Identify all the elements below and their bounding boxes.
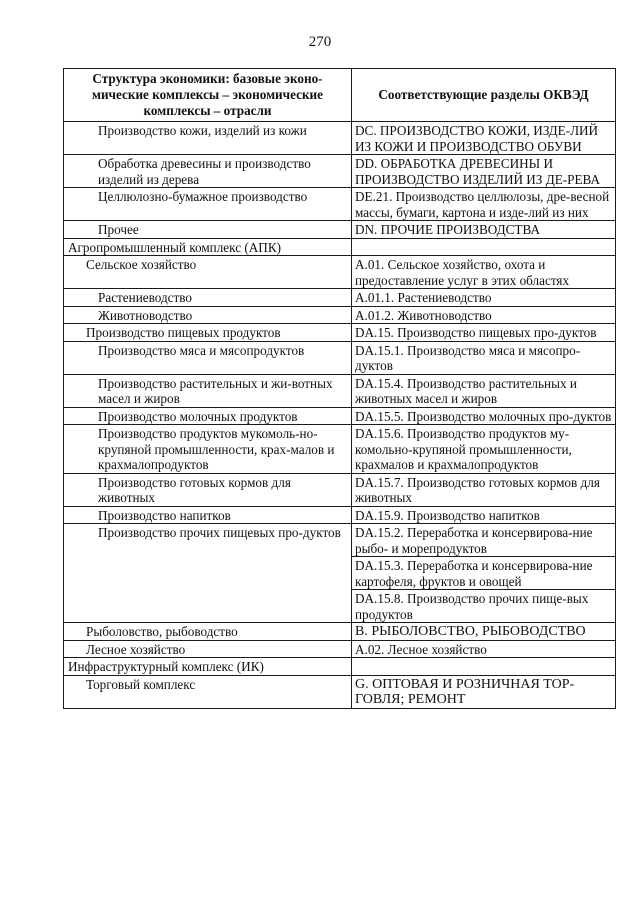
industry-name: Производство кожи, изделий из кожи [64,122,352,155]
sector-name: Торговый комплекс [64,675,352,708]
industry-name: Обработка древесины и производство изделий из дерева [64,155,352,188]
table-row [64,341,616,374]
table-row [64,425,616,474]
industry-name: Растениеводство [64,289,352,307]
okved-section: DC. ПРОИЗВОДСТВО КОЖИ, ИЗДЕ-ЛИЙ ИЗ КОЖИ И ПРОИЗВОДСТВО ОБУВИ [352,122,616,155]
okved-section [352,238,616,256]
industry-name: Производство молочных продуктов [64,407,352,425]
sector-name: Лесное хозяйство [64,640,352,658]
industry-name: Целлюлозно-бумажное производство [64,188,352,221]
industry-name: Производство продуктов мукомоль-но-крупяной промышленности, крах-малов и крахмалопродуктов [64,425,352,474]
table-row [64,155,616,188]
okved-section: А.01.1. Растениеводство [352,289,616,307]
complex-name: Агропромышленный комплекс (АПК) [64,238,352,256]
table-row-sector [64,640,616,658]
table-row-complex [64,658,616,676]
table-row-sector [64,623,616,641]
okved-section: А.01.2. Животноводство [352,306,616,324]
industry-name: Производство мяса и мясопродуктов [64,341,352,374]
header-okved-sections: Соответствующие разделы ОКВЭД [352,69,616,122]
okved-section: DA.15.4. Производство растительных и животных масел и жиров [352,374,616,407]
table-row-sector [64,675,616,708]
table-row [64,289,616,307]
okved-section: А.02. Лесное хозяйство [352,640,616,658]
okved-section: DA.15. Производство пищевых про-дуктов [352,324,616,342]
table-row [64,407,616,425]
complex-name: Инфраструктурный комплекс (ИК) [64,658,352,676]
table-row [64,306,616,324]
industry-name: Прочее [64,221,352,239]
okved-section: G. ОПТОВАЯ И РОЗНИЧНАЯ ТОР-ГОВЛЯ; РЕМОНТ [352,675,616,708]
table-row [64,473,616,506]
okved-section: DA.15.2. Переработка и консервирова-ние рыбо- и морепродуктов [352,524,616,557]
sector-name: Производство пищевых продуктов [64,324,352,342]
okved-section: DA.15.3. Переработка и консервирова-ние картофеля, фруктов и овощей [352,557,616,590]
okved-section: DA.15.1. Производство мяса и мясопро-дуктов [352,341,616,374]
table-row [64,188,616,221]
table-row [64,506,616,524]
okved-section: DA.15.5. Производство молочных про-дуктов [352,407,616,425]
industry-name: Животноводство [64,306,352,324]
okved-section: DE.21. Производство целлюлозы, дре-весной массы, бумаги, картона и изде-лий из них [352,188,616,221]
table-row [64,524,616,557]
table-row [64,374,616,407]
okved-section: DA.15.6. Производство продуктов му-комольно-крупяной промышленности, крахмалов и крахмалопродуктов [352,425,616,474]
okved-section: DA.15.9. Производство напитков [352,506,616,524]
table-row-complex [64,238,616,256]
header-economy-structure: Структура экономики: базовые эконо-мические комплексы – экономические комплексы – отрасли [64,69,352,122]
sector-name: Рыболовство, рыбоводство [64,623,352,641]
okved-correspondence-table [63,68,616,709]
table-header-row [64,69,616,122]
okved-section: DA.15.7. Производство готовых кормов для животных [352,473,616,506]
okved-section: В. РЫБОЛОВСТВО, РЫБОВОДСТВО [352,623,616,641]
table-row [64,122,616,155]
okved-section: DA.15.8. Производство прочих пище-вых продуктов [352,590,616,623]
table-row [64,221,616,239]
industry-name: Производство прочих пищевых про-дуктов [64,524,352,623]
page-number: 270 [308,34,332,50]
sector-name: Сельское хозяйство [64,256,352,289]
table-row-sector [64,256,616,289]
okved-section: DN. ПРОЧИЕ ПРОИЗВОДСТВА [352,221,616,239]
okved-section [352,658,616,676]
okved-section: DD. ОБРАБОТКА ДРЕВЕСИНЫ И ПРОИЗВОДСТВО ИЗДЕЛИЙ ИЗ ДЕ-РЕВА [352,155,616,188]
okved-section: А.01. Сельское хозяйство, охота и предоставление услуг в этих областях [352,256,616,289]
table-row-sector [64,324,616,342]
industry-name: Производство растительных и жи-вотных масел и жиров [64,374,352,407]
industry-name: Производство готовых кормов для животных [64,473,352,506]
industry-name: Производство напитков [64,506,352,524]
